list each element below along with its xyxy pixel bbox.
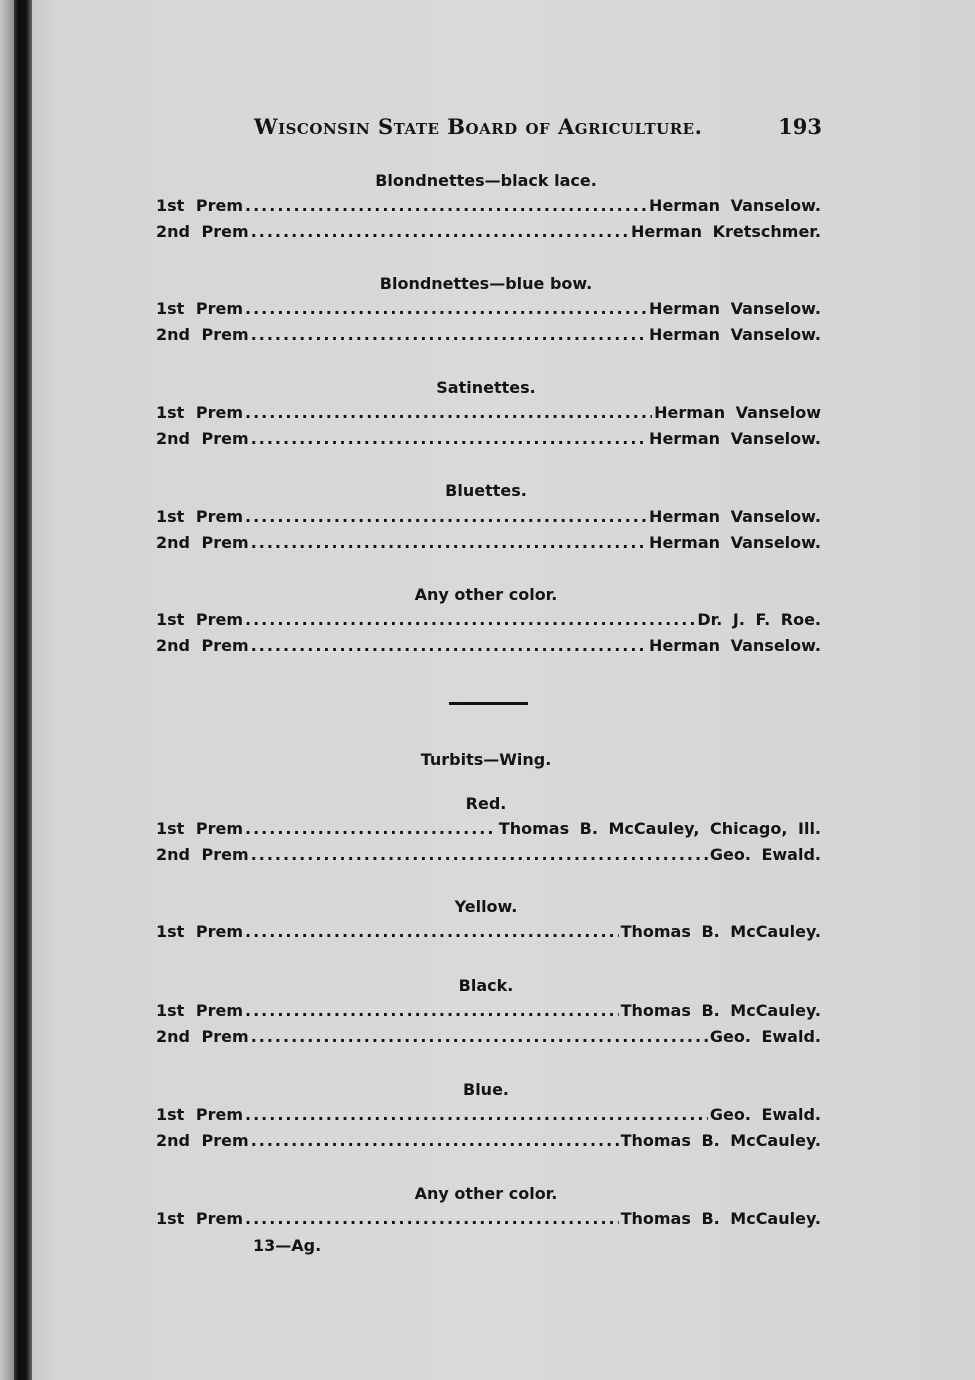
premium-winner: Thomas B. McCauley.	[620, 1001, 821, 1020]
premium-place: 2nd Prem	[156, 636, 249, 655]
premium-place: 1st Prem	[156, 922, 244, 941]
premium-entry	[156, 507, 821, 529]
premium-place: 1st Prem	[156, 610, 244, 629]
premium-winner: Herman Vanselow.	[649, 636, 821, 655]
premium-winner: Herman Vanselow.	[649, 429, 821, 448]
dot-leader	[245, 610, 695, 629]
premium-place: 2nd Prem	[156, 1027, 249, 1046]
premium-place: 2nd Prem	[156, 533, 249, 552]
premium-winner: Herman Vanselow	[654, 403, 821, 422]
dot-leader	[245, 196, 647, 215]
premium-place: 1st Prem	[156, 403, 244, 422]
section-heading: Black.	[458, 976, 514, 995]
dot-leader	[251, 325, 647, 344]
dot-leader	[251, 533, 647, 552]
section-heading: Blue.	[463, 1080, 509, 1099]
premium-place: 2nd Prem	[156, 429, 249, 448]
premium-winner: Geo. Ewald.	[709, 1027, 821, 1046]
dot-leader	[245, 299, 647, 318]
premium-winner: Geo. Ewald.	[709, 1105, 821, 1124]
dot-leader	[245, 922, 619, 941]
premium-place: 1st Prem	[156, 1001, 244, 1020]
premium-place: 2nd Prem	[156, 1131, 249, 1150]
premium-entry	[156, 845, 821, 867]
section-heading: Blondnettes—blue bow.	[379, 274, 593, 293]
premium-place: 2nd Prem	[156, 325, 249, 344]
page-number: 193	[778, 114, 822, 139]
premium-entry	[156, 610, 821, 632]
premium-winner: Thomas B. McCauley, Chicago, Ill.	[498, 819, 821, 838]
running-head	[150, 114, 822, 144]
premium-place: 1st Prem	[156, 196, 244, 215]
signature-mark: 13—Ag.	[253, 1236, 322, 1255]
section-heading: Any other color.	[414, 585, 558, 604]
premium-entry	[156, 222, 821, 244]
dot-leader	[251, 1131, 619, 1150]
premium-place: 1st Prem	[156, 299, 244, 318]
dot-leader	[251, 845, 708, 864]
premium-place: 1st Prem	[156, 507, 244, 526]
section-heading: Any other color.	[414, 1184, 558, 1203]
section-heading: Satinettes.	[436, 378, 536, 397]
dot-leader	[251, 636, 647, 655]
section-heading: Bluettes.	[445, 481, 527, 500]
premium-winner: Thomas B. McCauley.	[620, 1131, 821, 1150]
premium-winner: Herman Vanselow.	[649, 507, 821, 526]
dot-leader	[245, 1209, 619, 1228]
premium-entry	[156, 636, 821, 658]
premium-entry	[156, 1105, 821, 1127]
premium-entry	[156, 299, 821, 321]
premium-entry	[156, 1209, 821, 1231]
dot-leader	[245, 403, 652, 422]
premium-entry	[156, 1001, 821, 1023]
premium-entry	[156, 429, 821, 451]
dot-leader	[245, 1105, 708, 1124]
premium-entry	[156, 819, 821, 841]
dot-leader	[251, 429, 647, 448]
premium-entry	[156, 1027, 821, 1049]
premium-winner: Thomas B. McCauley.	[620, 922, 821, 941]
section-heading: Blondnettes—black lace.	[375, 171, 597, 190]
premium-winner: Thomas B. McCauley.	[620, 1209, 821, 1228]
class-heading: Turbits—Wing.	[420, 750, 552, 769]
premium-winner: Herman Kretschmer.	[631, 222, 821, 241]
premium-entry	[156, 403, 821, 425]
premium-winner: Herman Vanselow.	[649, 533, 821, 552]
premium-entry	[156, 196, 821, 218]
section-heading: Red.	[465, 794, 507, 813]
premium-winner: Dr. J. F. Roe.	[697, 610, 821, 629]
section-heading: Yellow.	[454, 897, 518, 916]
binding-shadow	[0, 0, 14, 1380]
premium-winner: Herman Vanselow.	[649, 325, 821, 344]
dot-leader	[251, 1027, 708, 1046]
running-title: Wisconsin State Board of Agriculture.	[254, 114, 703, 139]
premium-winner: Geo. Ewald.	[709, 845, 821, 864]
dot-leader	[251, 222, 629, 241]
premium-entry	[156, 1131, 821, 1153]
premium-winner: Herman Vanselow.	[649, 299, 821, 318]
dot-leader	[245, 1001, 619, 1020]
premium-place: 1st Prem	[156, 819, 244, 838]
premium-place: 1st Prem	[156, 1105, 244, 1124]
premium-entry	[156, 533, 821, 555]
premium-entry	[156, 325, 821, 347]
premium-winner: Herman Vanselow.	[649, 196, 821, 215]
premium-place: 2nd Prem	[156, 222, 249, 241]
premium-place: 2nd Prem	[156, 845, 249, 864]
premium-place: 1st Prem	[156, 1209, 244, 1228]
page-binding	[14, 0, 32, 1380]
dot-leader	[245, 507, 647, 526]
section-divider	[449, 702, 528, 705]
dot-leader	[245, 819, 497, 838]
premium-entry	[156, 922, 821, 944]
